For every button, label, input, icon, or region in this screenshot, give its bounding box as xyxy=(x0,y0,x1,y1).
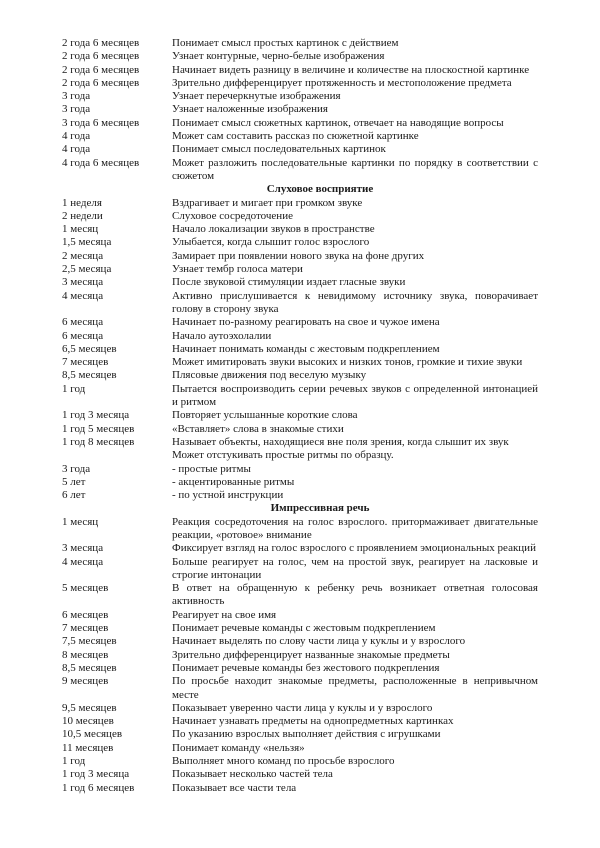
description-cell: Зрительно дифференцирует протяженность и местоположение предмета xyxy=(172,76,512,89)
table-row xyxy=(62,316,538,329)
age-cell: 2,5 месяца xyxy=(62,263,112,276)
table-row xyxy=(62,635,538,648)
description-cell: Выполняет много команд по просьбе взрослого xyxy=(172,755,395,768)
description-cell: - простые ритмы xyxy=(172,462,251,475)
age-cell: 5 месяцев xyxy=(62,582,109,595)
description-cell: Узнает перечеркнутые изображения xyxy=(172,90,341,103)
table-row xyxy=(62,463,538,476)
description-cell: Начало аутоэхолалии xyxy=(172,329,272,342)
age-cell: 1 год 6 месяцев xyxy=(62,781,135,794)
table-row xyxy=(62,369,538,382)
age-cell: 2 года 6 месяцев xyxy=(62,50,140,63)
description-cell: Понимает команду «нельзя» xyxy=(172,741,305,754)
section xyxy=(62,37,538,183)
age-cell: 2 года 6 месяцев xyxy=(62,37,140,49)
description-cell: - акцентированные ритмы xyxy=(172,475,295,488)
age-cell: 3 года xyxy=(62,103,91,116)
age-cell: 3 месяца xyxy=(62,276,104,289)
description-cell: Начинает выделять по слову части лица у куклы и у взрослого xyxy=(172,635,466,648)
age-cell: 7,5 месяцев xyxy=(62,635,117,648)
description-cell: Понимает речевые команды без жестового подкрепления xyxy=(172,661,440,674)
table-row xyxy=(62,662,538,675)
table-row xyxy=(62,702,538,715)
table-row xyxy=(62,383,538,410)
table-row xyxy=(62,330,538,343)
description-cell: Может разложить последовательные картинки по порядку в соответствии с сюжетом xyxy=(172,156,538,182)
age-cell: 1 месяц xyxy=(62,515,99,528)
age-cell: 3 года xyxy=(62,462,91,475)
age-cell: 4 года 6 месяцев xyxy=(62,156,140,169)
table-row xyxy=(62,409,538,422)
section xyxy=(62,183,538,502)
table-row xyxy=(62,236,538,249)
description-cell: Больше реагирует на голос, чем на простой звук, реагирует на ласковые и строгие интонации xyxy=(172,555,538,581)
age-cell: 8,5 месяцев xyxy=(62,369,117,382)
table-row xyxy=(62,755,538,768)
table-row xyxy=(62,276,538,289)
age-cell: 9 месяцев xyxy=(62,675,109,688)
description-cell: Может имитировать звуки высоких и низких тонов, громкие и тихие звуки xyxy=(172,356,523,369)
description-cell: Начинает по-разному реагировать на свое и чужое имена xyxy=(172,316,440,329)
description-cell: Реакция сосредоточения на голос взрослого. притормаживает двигательные реакции, «ротовое» внимание xyxy=(172,515,538,541)
age-cell: 6 лет xyxy=(62,489,86,502)
description-cell: После звуковой стимуляции издает гласные звуки xyxy=(172,276,406,289)
description-cell: Может сам составить рассказ по сюжетной картинке xyxy=(172,130,419,143)
age-cell xyxy=(62,449,172,462)
description-cell: «Вставляет» слова в знакомые стихи xyxy=(172,422,344,435)
description-cell: Пытается воспроизводить серии речевых звуков с определенной интонацией и ритмом xyxy=(172,382,538,409)
description-cell: По указанию взрослых выполняет действия с игрушками xyxy=(172,728,441,741)
table-row xyxy=(62,516,538,543)
description-cell: Узнает контурные, черно-белые изображения xyxy=(172,50,385,63)
age-cell: 4 месяца xyxy=(62,289,104,302)
age-cell: 2 года 6 месяцев xyxy=(62,63,140,76)
age-cell: 6,5 месяцев xyxy=(62,342,117,355)
section xyxy=(62,502,538,795)
table-row xyxy=(62,782,538,795)
description-cell: Плясовые движения под веселую музыку xyxy=(172,369,367,382)
description-cell: Вздрагивает и мигает при громком звуке xyxy=(172,196,363,209)
age-cell: 3 года xyxy=(62,90,91,103)
description-cell: Понимает речевые команды с жестовым подкреплением xyxy=(172,622,436,635)
description-cell: Начало локализации звуков в пространстве xyxy=(172,223,375,236)
table-row xyxy=(62,157,538,184)
age-cell: 10,5 месяцев xyxy=(62,728,123,741)
description-cell: Узнает наложенные изображения xyxy=(172,103,328,116)
table-row xyxy=(62,622,538,635)
age-cell: 5 лет xyxy=(62,475,86,488)
age-cell: 3 года 6 месяцев xyxy=(62,116,140,129)
age-cell: 1 год 8 месяцев xyxy=(62,435,135,448)
age-cell: 2 месяца xyxy=(62,249,104,262)
description-cell: Понимает смысл простых картинок с действием xyxy=(172,37,399,49)
table-row xyxy=(62,117,538,130)
table-row xyxy=(62,290,538,317)
age-cell: 8 месяцев xyxy=(62,648,109,661)
age-cell: 1 год xyxy=(62,755,86,768)
age-cell: 1 год 3 месяца xyxy=(62,768,130,781)
age-cell: 2 года 6 месяцев xyxy=(62,76,140,89)
table-row xyxy=(62,37,538,50)
age-cell: 11 месяцев xyxy=(62,741,114,754)
section-heading: Слуховое восприятие xyxy=(266,183,374,196)
description-cell: Начинает узнавать предметы на однопредметных картинках xyxy=(172,715,454,728)
age-cell: 4 года xyxy=(62,130,91,143)
table-row xyxy=(62,210,538,223)
table-row xyxy=(62,542,538,555)
table-row xyxy=(62,436,538,449)
description-cell: Начинает видеть разницу в величине и количестве на плоскостной картинке xyxy=(172,63,530,76)
age-cell: 1 год xyxy=(62,382,86,395)
description-cell: Может отстукивать простые ритмы по образцу. xyxy=(172,449,394,462)
age-cell: 1 год 3 месяца xyxy=(62,409,130,422)
age-cell: 8,5 месяцев xyxy=(62,661,117,674)
document-page xyxy=(62,37,538,795)
table-row xyxy=(62,103,538,116)
description-cell: Улыбается, когда слышит голос взрослого xyxy=(172,236,370,249)
age-cell: 1 год 5 месяцев xyxy=(62,422,135,435)
table-row xyxy=(62,489,538,502)
table-row xyxy=(62,143,538,156)
table-row xyxy=(62,609,538,622)
description-cell: Реагирует на свое имя xyxy=(172,608,277,621)
description-cell: Узнает тембр голоса матери xyxy=(172,263,303,276)
description-cell: Замирает при появлении нового звука на фоне других xyxy=(172,249,425,262)
description-cell: Зрительно дифференцирует названные знакомые предметы xyxy=(172,648,450,661)
description-cell: Активно прислушивается к невидимому источнику звука, поворачивает голову в сторону звука xyxy=(172,289,538,315)
age-cell: 1 неделя xyxy=(62,196,102,209)
table-row xyxy=(62,728,538,741)
table-row xyxy=(62,77,538,90)
table-row xyxy=(62,556,538,583)
age-cell: 6 месяцев xyxy=(62,608,109,621)
table-row xyxy=(62,768,538,781)
description-cell: Понимает смысл последовательных картинок xyxy=(172,143,386,156)
description-cell: Повторяет услышанные короткие слова xyxy=(172,409,358,422)
age-cell: 7 месяцев xyxy=(62,622,109,635)
age-cell: 1,5 месяца xyxy=(62,236,112,249)
description-cell: Начинает понимать команды с жестовым подкреплением xyxy=(172,342,440,355)
description-cell: Показывает несколько частей тела xyxy=(172,768,333,781)
table-row xyxy=(62,223,538,236)
table-row xyxy=(62,343,538,356)
table-row xyxy=(62,197,538,210)
table-row xyxy=(62,715,538,728)
description-cell: В ответ на обращенную к ребенку речь возникает ответная голосовая активность xyxy=(172,582,538,608)
age-cell: 6 месяца xyxy=(62,316,104,329)
table-row xyxy=(62,649,538,662)
table-row xyxy=(62,250,538,263)
description-cell: Фиксирует взгляд на голос взрослого с проявлением эмоциональных реакций xyxy=(172,542,536,555)
table-row xyxy=(62,675,538,702)
age-cell: 7 месяцев xyxy=(62,356,109,369)
description-cell: - по устной инструкции xyxy=(172,489,284,502)
table-row xyxy=(62,130,538,143)
table-row xyxy=(62,50,538,63)
description-cell: Показывает уверенно части лица у куклы и у взрослого xyxy=(172,701,433,714)
table-row xyxy=(62,263,538,276)
description-cell: По просьбе находит знакомые предметы, расположенные в непривычном месте xyxy=(172,675,538,701)
age-cell: 6 месяца xyxy=(62,329,104,342)
description-cell: Называет объекты, находящиеся вне поля зрения, когда слышит их звук xyxy=(172,435,509,448)
table-row xyxy=(62,423,538,436)
age-cell: 1 месяц xyxy=(62,223,99,236)
table-row xyxy=(62,90,538,103)
description-cell: Слуховое сосредоточение xyxy=(172,209,293,222)
table-row xyxy=(62,449,538,462)
table-row xyxy=(62,356,538,369)
table-row xyxy=(62,742,538,755)
description-cell: Показывает все части тела xyxy=(172,781,297,794)
age-cell: 4 месяца xyxy=(62,555,104,568)
age-cell: 10 месяцев xyxy=(62,715,114,728)
section-heading: Импрессивная речь xyxy=(270,502,370,515)
age-cell: 4 года xyxy=(62,143,91,156)
description-cell: Понимает смысл сюжетных картинок, отвечает на наводящие вопросы xyxy=(172,116,504,129)
table-row xyxy=(62,582,538,609)
age-cell: 2 недели xyxy=(62,209,103,222)
table-row xyxy=(62,64,538,77)
age-cell: 9,5 месяцев xyxy=(62,701,117,714)
age-cell: 3 месяца xyxy=(62,542,104,555)
table-row xyxy=(62,476,538,489)
